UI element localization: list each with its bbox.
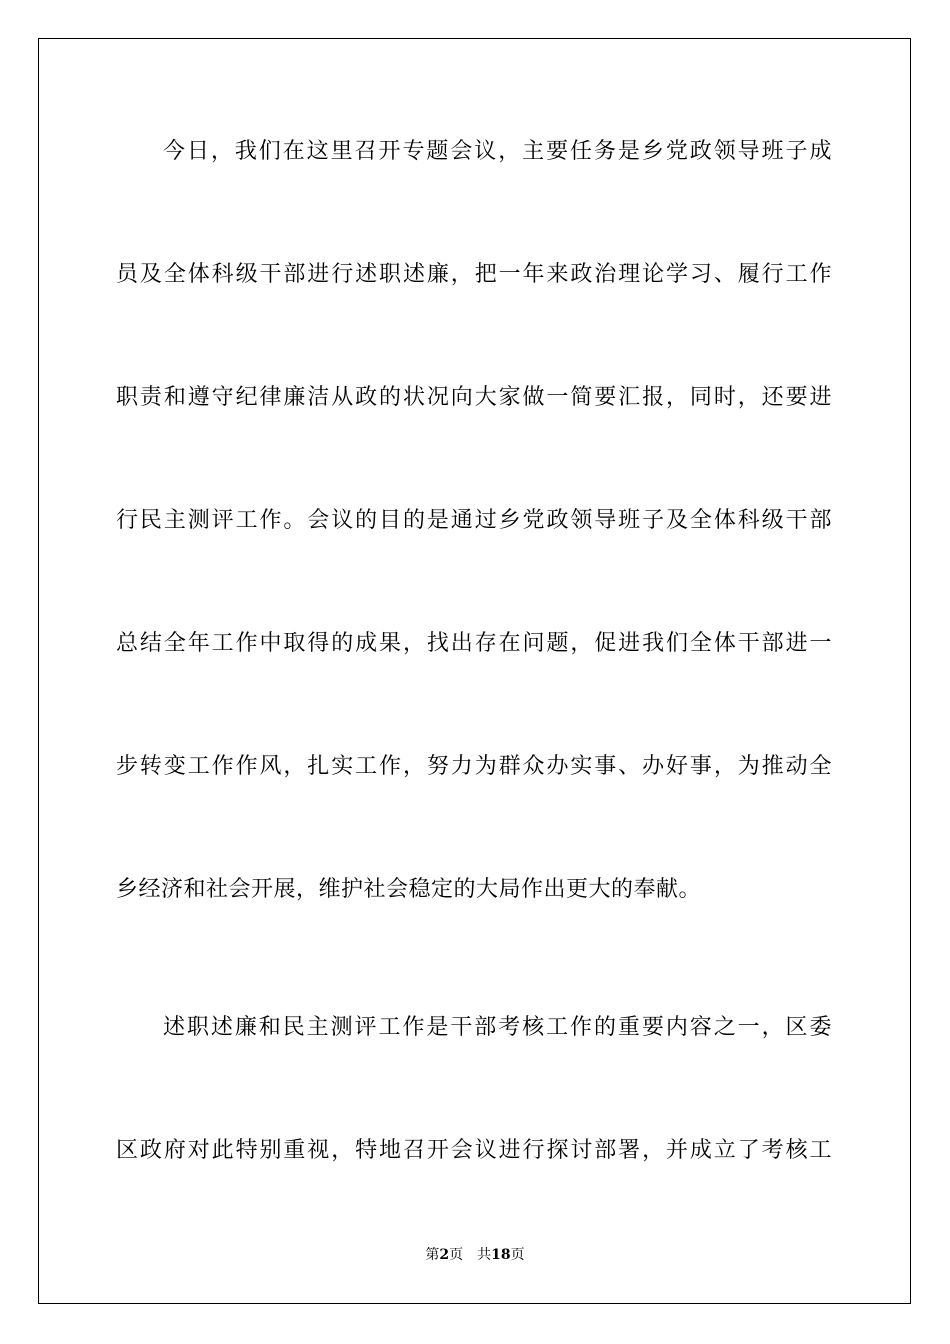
total-prefix: 共 <box>477 1247 492 1263</box>
page-prefix: 第 <box>425 1247 440 1263</box>
paragraph-1-line-2: 员及全体科级干部进行述职述廉，把一年来政治理论学习、履行工作 <box>116 262 832 287</box>
page-footer <box>0 1246 950 1264</box>
paragraph-2-line-1: 述职述廉和民主测评工作是干部考核工作的重要内容之一，区委 <box>163 1015 832 1040</box>
paragraph-1-line-5: 总结全年工作中取得的成果，找出存在问题，促进我们全体干部进一 <box>116 631 832 656</box>
paragraph-1-line-7: 乡经济和社会开展，维护社会稳定的大局作出更大的奉献。 <box>116 877 702 902</box>
paragraph-1-line-1: 今日，我们在这里召开专题会议，主要任务是乡党政领导班子成 <box>163 139 832 164</box>
paragraph-1-line-4: 行民主测评工作。会议的目的是通过乡党政领导班子及全体科级干部 <box>116 508 832 533</box>
page-number: 2 <box>439 1247 450 1263</box>
paragraph-1-line-6: 步转变工作作风，扎实工作，努力为群众办实事、办好事，为推动全 <box>116 754 832 779</box>
page-suffix: 页 <box>449 1247 464 1263</box>
total-pages: 18 <box>491 1247 511 1263</box>
paragraph-2-line-2: 区政府对此特别重视，特地召开会议进行探讨部署，并成立了考核工 <box>116 1138 832 1163</box>
paragraph-1-line-3: 职责和遵守纪律廉洁从政的状况向大家做一简要汇报，同时，还要进 <box>116 385 832 410</box>
page-border <box>38 38 911 1304</box>
total-suffix: 页 <box>510 1247 525 1263</box>
